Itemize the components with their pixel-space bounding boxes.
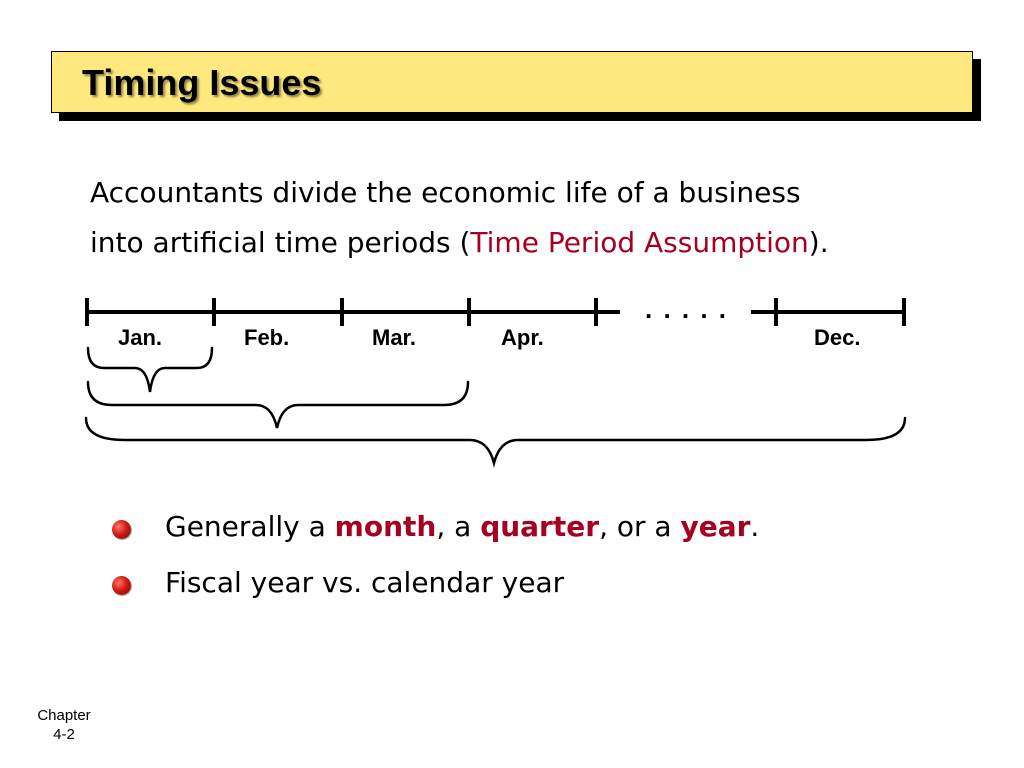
intro-line-2-suffix: ). xyxy=(808,226,829,259)
timeline-gap-marker: . . . . . xyxy=(645,294,729,324)
month-label-dec: Dec. xyxy=(814,325,861,350)
keyword-year: year xyxy=(680,510,751,543)
bullet-text-part: , or a xyxy=(599,510,681,543)
month-label-feb: Feb. xyxy=(244,325,290,350)
bullet-icon xyxy=(112,520,131,539)
chapter-label: Chapter xyxy=(37,707,91,724)
bullet-text-part: . xyxy=(750,510,760,543)
intro-line-1: Accountants divide the economic life of a business xyxy=(90,176,801,209)
bullet-icon xyxy=(112,576,131,595)
quarter-brace xyxy=(88,382,468,428)
time-period-assumption-term: Time Period Assumption xyxy=(470,226,809,259)
keyword-quarter: quarter xyxy=(480,510,600,543)
timeline-axis xyxy=(87,298,904,326)
chapter-number: 4-2 xyxy=(53,726,75,743)
bullet-text-part: , a xyxy=(436,510,481,543)
year-brace xyxy=(86,418,905,463)
month-label-apr: Apr. xyxy=(501,325,544,350)
slide-title: Timing Issues xyxy=(82,62,322,103)
bullet-item-periods xyxy=(165,510,759,543)
bullet-text-part: Fiscal year vs. calendar year xyxy=(165,566,565,599)
month-label-jan: Jan. xyxy=(118,325,163,350)
keyword-month: month xyxy=(334,510,437,543)
bullet-item-fiscal-year xyxy=(165,566,564,599)
intro-line-2-prefix: into artificial time periods ( xyxy=(90,226,471,259)
chapter-footer xyxy=(30,706,98,744)
month-label-mar: Mar. xyxy=(372,325,417,350)
bullet-text-part: Generally a xyxy=(165,510,335,543)
month-brace xyxy=(88,348,212,392)
